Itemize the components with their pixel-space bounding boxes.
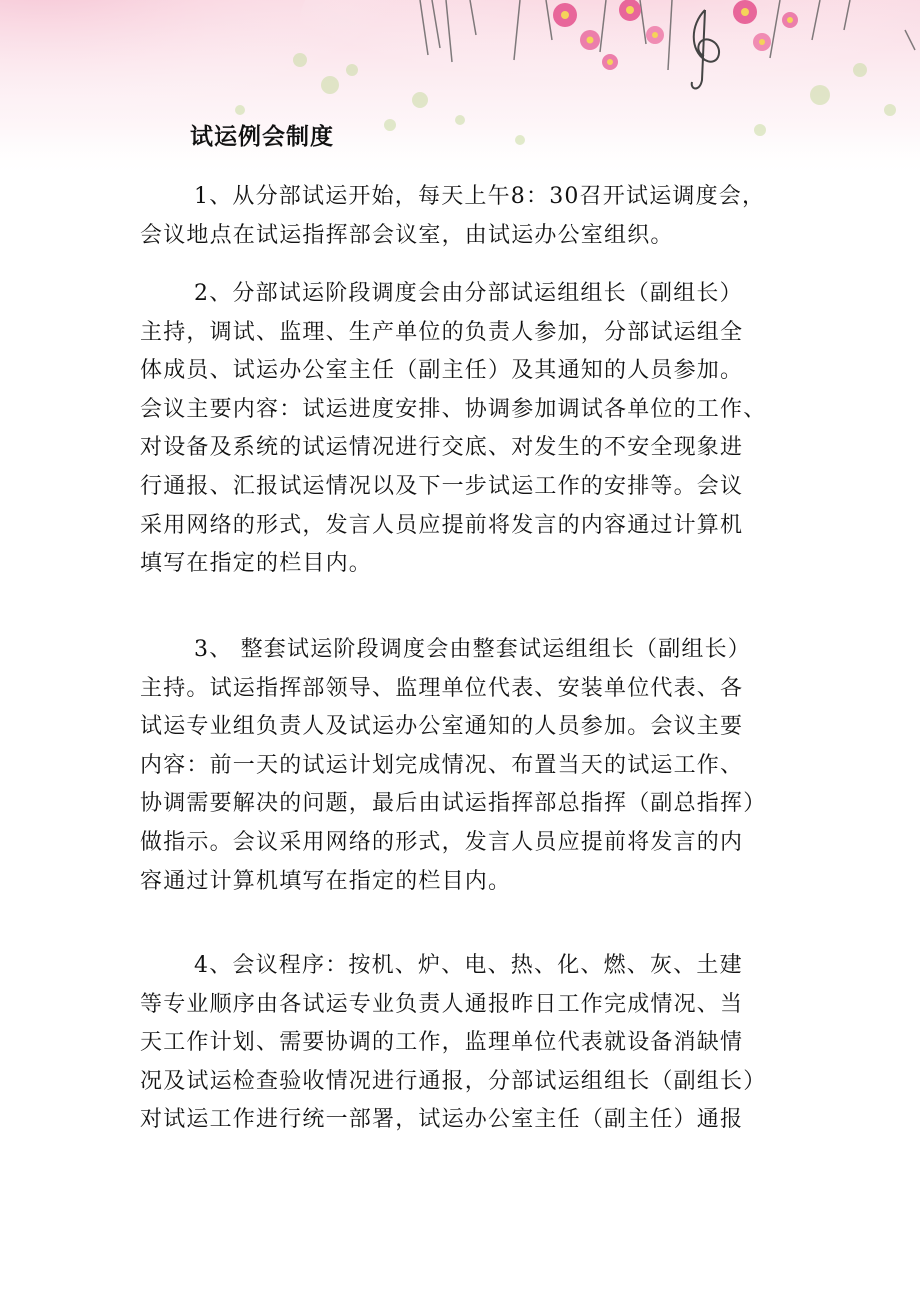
paragraph-line: 1、从分部试运开始，每天上午8：30召开试运调度会， — [194, 184, 766, 209]
document-title: 试运例会制度 — [190, 124, 334, 150]
paragraph-1 — [140, 178, 840, 255]
paragraph-line: 容通过计算机填写在指定的栏目内。 — [140, 868, 512, 894]
paragraph-line: 4、会议程序：按机、炉、电、热、化、燃、灰、土建 — [194, 953, 743, 978]
paragraph-line: 对设备及系统的试运情况进行交底、对发生的不安全现象进 — [140, 435, 744, 461]
paragraph-line: 采用网络的形式，发言人员应提前将发言的内容通过计算机 — [140, 512, 744, 538]
paragraph-line: 协调需要解决的问题，最后由试运指挥部总指挥（副总指挥） — [140, 791, 767, 817]
paragraph-line: 做指示。会议采用网络的形式，发言人员应提前将发言的内 — [140, 829, 744, 855]
paragraph-line: 体成员、试运办公室主任（副主任）及其通知的人员参加。 — [140, 358, 744, 384]
paragraph-line: 试运专业组负责人及试运办公室通知的人员参加。会议主要 — [140, 714, 744, 740]
paragraph-line: 内容：前一天的试运计划完成情况、布置当天的试运工作、 — [140, 752, 744, 778]
paragraph-2 — [140, 275, 840, 584]
paragraph-line: 况及试运检查验收情况进行通报，分部试运组组长（副组长） — [140, 1068, 767, 1094]
paragraph-line: 3、 整套试运阶段调度会由整套试运组组长（副组长） — [194, 637, 751, 662]
paragraph-line: 行通报、汇报试运情况以及下一步试运工作的安排等。会议 — [140, 473, 744, 499]
paragraph-line: 主持，调试、监理、生产单位的负责人参加，分部试运组全 — [140, 319, 744, 345]
paragraph-line: 对试运工作进行统一部署，试运办公室主任（副主任）通报 — [140, 1107, 744, 1133]
paragraph-line: 主持。试运指挥部领导、监理单位代表、安装单位代表、各 — [140, 675, 744, 701]
paragraph-line: 会议地点在试运指挥部会议室，由试运办公室组织。 — [140, 222, 674, 248]
paragraph-line: 会议主要内容：试运进度安排、协调参加调试各单位的工作、 — [140, 396, 767, 422]
paragraph-line: 天工作计划、需要协调的工作，监理单位代表就设备消缺情 — [140, 1030, 744, 1056]
paragraph-4 — [140, 947, 840, 1140]
paragraph-3 — [140, 631, 840, 901]
paragraph-line: 2、分部试运阶段调度会由分部试运组组长（副组长） — [194, 281, 743, 306]
paragraph-line: 填写在指定的栏目内。 — [140, 551, 373, 577]
paragraph-line: 等专业顺序由各试运专业负责人通报昨日工作完成情况、当 — [140, 991, 744, 1017]
